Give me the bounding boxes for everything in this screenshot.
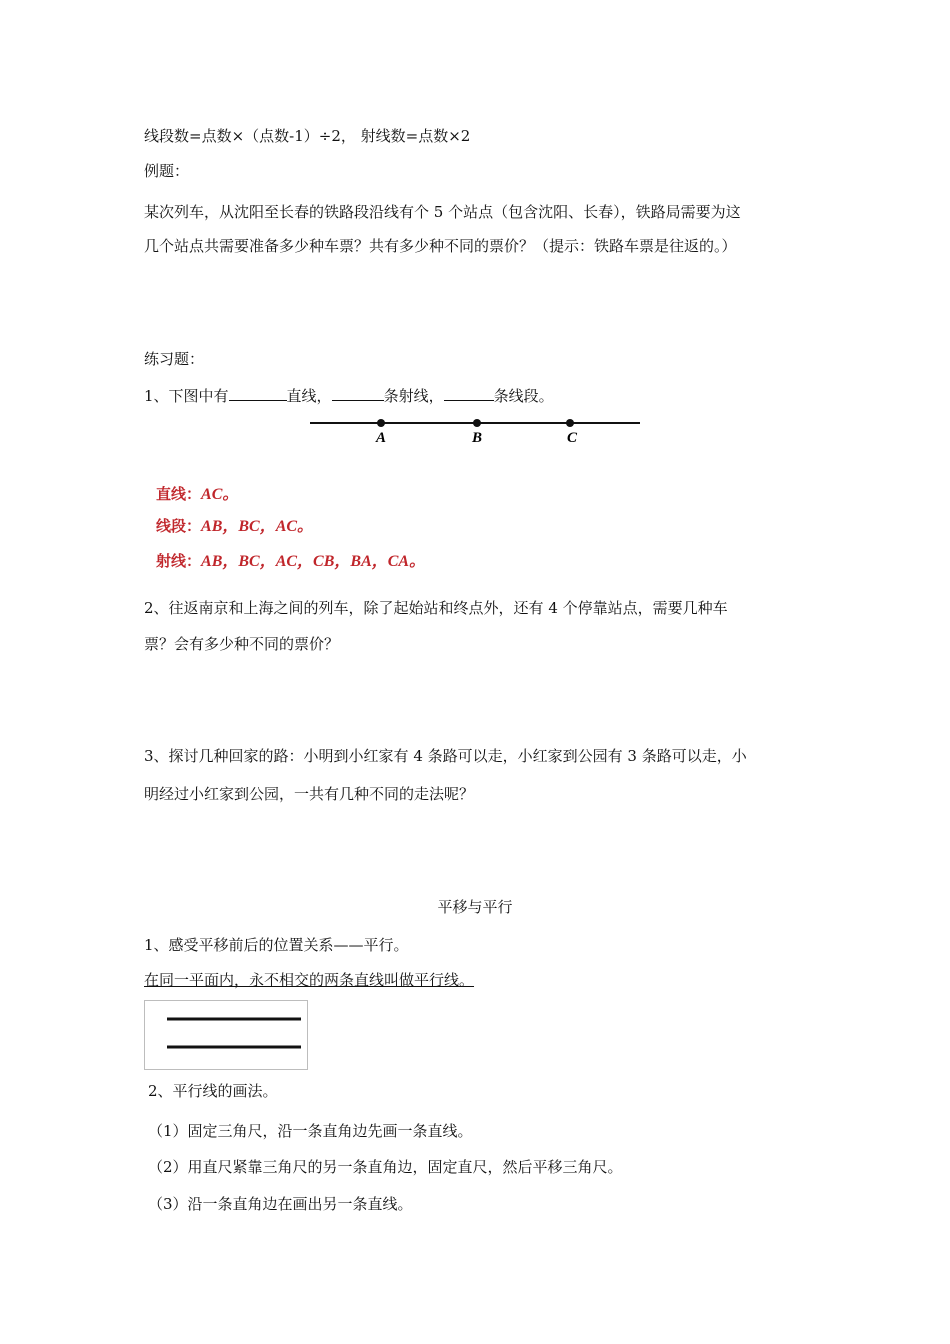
answer-line-value: AC。 <box>201 486 239 503</box>
point-a <box>377 419 385 427</box>
q1-blank-1 <box>229 386 287 401</box>
point-label-a: A <box>375 430 387 446</box>
q1-blank-3 <box>444 386 494 401</box>
answer-ray <box>156 548 425 571</box>
answer-segment-value: AB，BC，AC。 <box>201 518 314 535</box>
question-2-line-1: 2、往返南京和上海之间的列车，除了起始站和终点外，还有 4 个停靠站点，需要几种车 <box>144 599 728 617</box>
drawing-step-1: （1）固定三角尺，沿一条直角边先画一条直线。 <box>148 1122 473 1140</box>
parallel-lines-figure <box>144 1000 308 1070</box>
point-b <box>473 419 481 427</box>
answer-ray-value: AB，BC，AC，CB，BA，CA。 <box>201 553 426 570</box>
parallel-definition: 在同一平面内，永不相交的两条直线叫做平行线。 <box>144 971 475 989</box>
line-figure <box>300 410 650 450</box>
q1-part3: 条射线， <box>383 387 444 405</box>
parallel-point-1: 1、感受平移前后的位置关系——平行。 <box>144 936 409 954</box>
q1-prefix: 1、下图中有 <box>144 387 229 405</box>
answer-segment <box>156 513 313 536</box>
drawing-step-3: （3）沿一条直角边在画出另一条直线。 <box>148 1195 413 1213</box>
answer-segment-label: 线段： <box>156 517 202 535</box>
example-text-line-1: 某次列车，从沈阳至长春的铁路段沿线有个 5 个站点（包含沈阳、长春），铁路局需要为这 <box>144 203 741 221</box>
parallel-lines-svg <box>145 1001 307 1069</box>
practice-label: 练习题： <box>144 350 205 368</box>
point-label-c: C <box>566 430 578 446</box>
point-c <box>566 419 574 427</box>
example-text-line-2: 几个站点共需要准备多少种车票？共有多少种不同的票价？（提示：铁路车票是往返的。） <box>144 237 737 255</box>
question-1 <box>144 386 554 406</box>
question-3-line-2: 明经过小红家到公园，一共有几种不同的走法呢？ <box>144 785 475 803</box>
point-label-b: B <box>471 430 483 446</box>
answer-line-label: 直线： <box>156 485 202 503</box>
q1-part4: 条线段。 <box>493 387 554 405</box>
answer-line <box>156 481 238 504</box>
q1-blank-2 <box>332 386 384 401</box>
question-3-line-1: 3、探讨几种回家的路：小明到小红家有 4 条路可以走，小红家到公园有 3 条路可以走，小 <box>144 747 747 765</box>
section-title: 平移与平行 <box>437 898 513 916</box>
answer-ray-label: 射线： <box>156 552 202 570</box>
parallel-point-2: 2、平行线的画法。 <box>148 1082 278 1100</box>
drawing-step-2: （2）用直尺紧靠三角尺的另一条直角边，固定直尺，然后平移三角尺。 <box>148 1158 623 1176</box>
example-label: 例题： <box>144 162 190 180</box>
question-2-line-2: 票？会有多少种不同的票价？ <box>144 635 340 653</box>
formula-text: 线段数=点数×（点数-1）÷2， 射线数=点数×2 <box>144 127 471 145</box>
q1-part2: 直线， <box>286 387 332 405</box>
